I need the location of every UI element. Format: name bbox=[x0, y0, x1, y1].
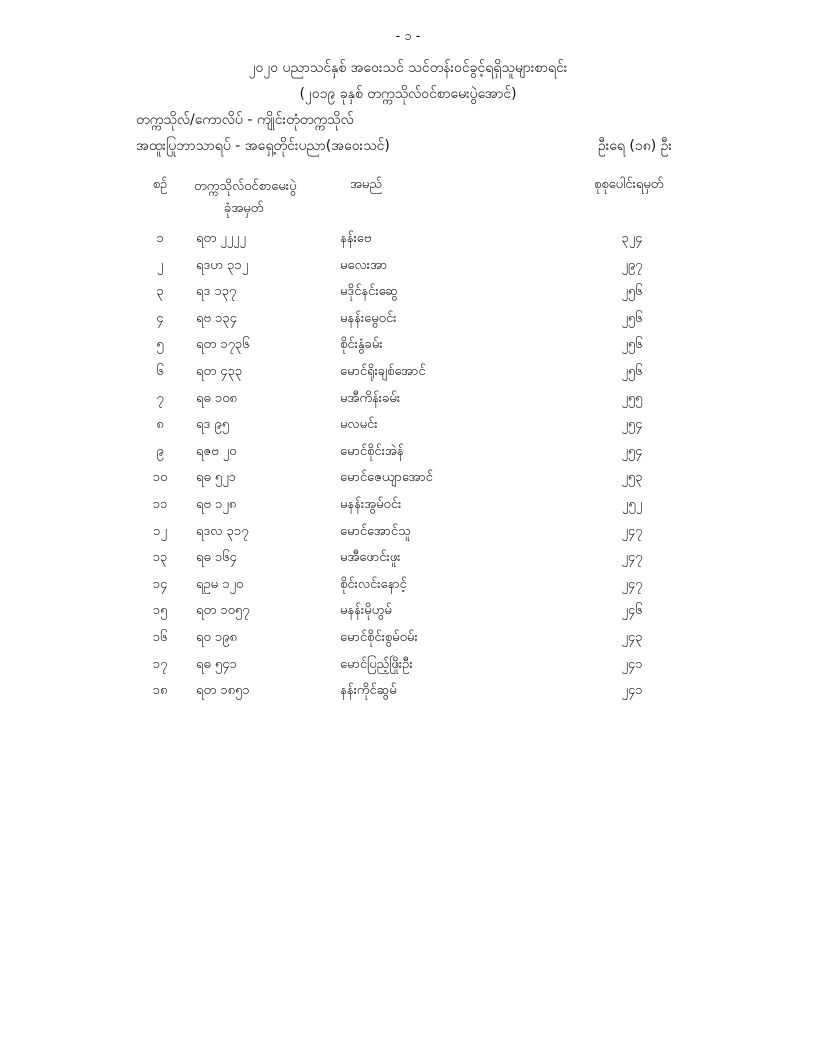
subject-label: အထူးပြုဘာသာရပ် - အရှေ့တိုင်းပညာ(အဝေးသင်) bbox=[136, 138, 390, 154]
row-number: ၂ bbox=[156, 257, 164, 273]
row-number: ၁၈ bbox=[152, 683, 168, 699]
student-count: ဦးရေ (၁၈) ဦး bbox=[598, 138, 672, 154]
row-name: မအီကိန်းခမ်း bbox=[340, 390, 401, 406]
row-number: ၇ bbox=[156, 390, 164, 406]
row-name: စိုင်းနွံခမ်း bbox=[340, 337, 383, 353]
table-row bbox=[0, 257, 816, 284]
row-total-score: ၂၄၁ bbox=[621, 656, 643, 672]
row-total-score: ၃၂၄ bbox=[621, 231, 643, 246]
table-row bbox=[0, 656, 816, 683]
document-subtitle: (၂၀၁၉ ခုနှစ် တက္ကသိုလ်ဝင်စာမေးပွဲအောင်) bbox=[299, 86, 517, 102]
row-total-score: ၂၅၆ bbox=[621, 337, 643, 353]
row-number: ၁၂ bbox=[153, 523, 167, 539]
row-roll-number: ရဒ ၉၅ bbox=[196, 417, 230, 433]
row-name: မနန်းမွေဝင်း bbox=[340, 310, 397, 326]
row-total-score: ၂၉၇ bbox=[621, 257, 643, 273]
row-name: မောင်စိုင်းစွမ်ဝမ်း bbox=[340, 629, 418, 645]
row-total-score: ၂၄၇ bbox=[621, 576, 643, 592]
row-name: မနန်းမိုဟွမ် bbox=[340, 603, 392, 619]
row-roll-number: ရဗ ၁၂၈ bbox=[196, 496, 237, 512]
row-roll-number: ရဓ ၅၂၁ bbox=[196, 470, 236, 486]
row-total-score: ၂၅၄ bbox=[621, 417, 643, 433]
row-number: ၆ bbox=[156, 363, 164, 379]
row-roll-number: ရဥမ ၁၂၀ bbox=[196, 576, 244, 592]
column-header-name: အမည် bbox=[350, 177, 382, 192]
row-roll-number: ရတ ၁၀၅၇ bbox=[196, 603, 250, 619]
row-total-score: ၂၄၆ bbox=[621, 603, 643, 619]
row-name: မောင်အောင်သူ bbox=[340, 523, 411, 539]
row-name: မောင်ပြည့်ဖြိုးဦး bbox=[340, 656, 413, 672]
row-number: ၁၁ bbox=[152, 496, 168, 512]
table-row bbox=[0, 416, 816, 443]
row-name: မောင်ရိုးချစ်အောင် bbox=[340, 363, 426, 379]
row-roll-number: ရဓ ၅၄၁ bbox=[196, 656, 237, 672]
table-row bbox=[0, 469, 816, 496]
row-name: နန်းကိုင်ဆွမ် bbox=[340, 683, 397, 699]
university-label: တက္ကသိုလ်/ကောလိပ် - ကျိုင်းတုံတက္ကသိုလ် bbox=[136, 112, 354, 128]
row-number: ၁ bbox=[156, 231, 164, 246]
table-row bbox=[0, 443, 816, 470]
row-number: ၄ bbox=[156, 310, 164, 326]
table-row bbox=[0, 576, 816, 603]
row-number: ၁၄ bbox=[152, 576, 168, 592]
row-number: ၈ bbox=[156, 417, 164, 433]
row-number: ၅ bbox=[156, 337, 164, 353]
column-header-total: စုစုပေါင်းရမှတ် bbox=[594, 177, 664, 192]
row-roll-number: ရဗ ၁၃၄ bbox=[196, 310, 237, 326]
row-number: ၁၃ bbox=[152, 550, 168, 566]
table-row bbox=[0, 310, 816, 337]
row-roll-number: ရတ ၂၂၂၂ bbox=[196, 231, 246, 246]
column-header-roll-line1: တက္ကသိုလ်ဝင်စာမေးပွဲ bbox=[194, 179, 297, 194]
column-header-roll-line2: ခုံအမှတ် bbox=[224, 201, 264, 216]
row-roll-number: ရဒ ၁၃၇ bbox=[196, 284, 237, 300]
row-roll-number: ရဓ ၁၀၈ bbox=[196, 390, 237, 406]
row-roll-number: ရဒဟ ၃၁၂ bbox=[196, 257, 249, 273]
row-name: နန်းဗေ bbox=[340, 231, 372, 246]
column-header-no: စဉ် bbox=[152, 177, 168, 192]
row-name: မနန်းအွမ်ဝင်း bbox=[340, 496, 402, 512]
row-roll-number: ရဝ ၁၉၈ bbox=[196, 629, 237, 645]
table-row bbox=[0, 629, 816, 656]
row-total-score: ၂၅၂ bbox=[621, 496, 643, 512]
row-number: ၃ bbox=[156, 284, 164, 300]
row-name: စိုင်းလင်းနောင့် bbox=[340, 576, 407, 592]
row-total-score: ၂၅၃ bbox=[621, 470, 643, 486]
row-total-score: ၂၅၄ bbox=[621, 443, 643, 459]
document-title: ၂၀၂၀ ပညာသင်နှစ် အဝေးသင် သင်တန်းဝင်ခွင့်ရရှိသူများစာရင်း bbox=[248, 60, 568, 76]
row-total-score: ၂၄၃ bbox=[621, 629, 643, 645]
row-total-score: ၂၄၇ bbox=[621, 523, 643, 539]
table-row bbox=[0, 390, 816, 417]
row-roll-number: ရဇဗ ၂၀ bbox=[196, 443, 237, 459]
table-row bbox=[0, 682, 816, 709]
row-roll-number: ရတ ၄၃၃ bbox=[196, 363, 243, 379]
table-row bbox=[0, 363, 816, 390]
row-roll-number: ရဒလ ၃၁၇ bbox=[196, 523, 249, 539]
row-name: မဒိုင်နင်းဆွေ bbox=[340, 284, 398, 300]
row-name: မအီဖောင်းဖူး bbox=[340, 550, 401, 566]
table-row bbox=[0, 523, 816, 550]
row-name: မလမင်း bbox=[340, 417, 378, 433]
row-name: မလေးအာ bbox=[340, 257, 388, 273]
table-row bbox=[0, 283, 816, 310]
row-number: ၁၆ bbox=[152, 629, 168, 645]
row-total-score: ၂၄၇ bbox=[621, 550, 643, 566]
table-row bbox=[0, 230, 816, 257]
row-number: ၁၀ bbox=[152, 470, 168, 486]
row-roll-number: ရဓ ၁၆၄ bbox=[196, 550, 237, 566]
column-header-roll bbox=[194, 176, 324, 220]
row-roll-number: ရတ ၁၈၅၁ bbox=[196, 683, 250, 699]
row-number: ၉ bbox=[156, 443, 164, 459]
row-roll-number: ရတ ၁၇၃၆ bbox=[196, 337, 250, 353]
row-number: ၁၅ bbox=[152, 603, 168, 619]
table-row bbox=[0, 602, 816, 629]
row-total-score: ၂၄၁ bbox=[621, 683, 643, 699]
table-row bbox=[0, 549, 816, 576]
page-number: - ၁ - bbox=[395, 29, 421, 44]
row-total-score: ၂၅၆ bbox=[621, 284, 643, 300]
row-total-score: ၂၅၅ bbox=[621, 390, 643, 406]
row-name: မောင်ဇေယျာအောင် bbox=[340, 470, 433, 486]
row-total-score: ၂၅၆ bbox=[621, 363, 643, 379]
student-table-body bbox=[0, 230, 816, 709]
table-row bbox=[0, 496, 816, 523]
table-header bbox=[0, 176, 816, 216]
row-number: ၁၇ bbox=[152, 656, 168, 672]
row-total-score: ၂၅၆ bbox=[621, 310, 643, 326]
row-name: မောင်စိုင်းအဲန် bbox=[340, 443, 404, 459]
table-row bbox=[0, 336, 816, 363]
